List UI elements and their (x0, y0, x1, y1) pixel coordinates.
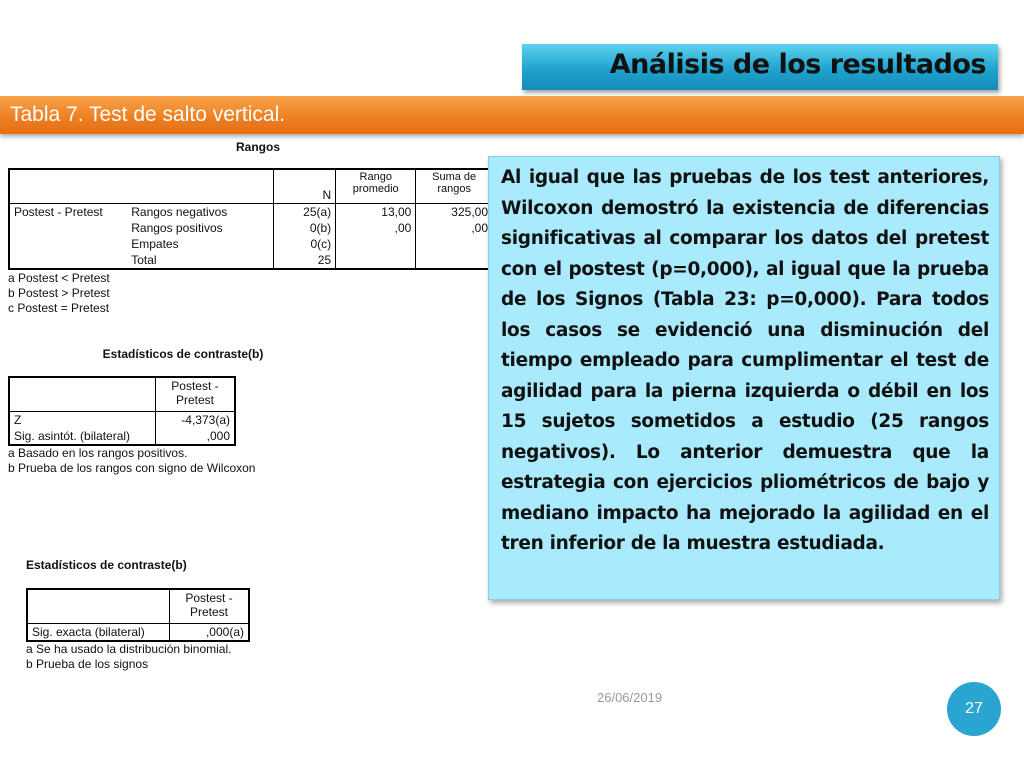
ranks-cell-mean (336, 236, 416, 252)
ranks-cell-label: Total (131, 252, 157, 267)
sign-test-header-row (27, 589, 249, 623)
ranks-cell-n: 25(a) (274, 203, 336, 220)
ranks-cell-sum: ,00 (416, 220, 492, 236)
sign-test-header-blank (27, 589, 170, 623)
table-row (9, 428, 235, 445)
wilcoxon-section (8, 347, 358, 476)
footnote: b Prueba de los signos (26, 656, 149, 671)
table-row (9, 203, 492, 220)
footnote: c Postest = Pretest (8, 300, 110, 315)
slide-title: Análisis de los resultados (609, 49, 986, 80)
wilcoxon-header: Postest - Pretest (155, 377, 235, 411)
ranks-cell-n: 25 (274, 252, 336, 269)
sign-test-section (26, 558, 250, 672)
wilcoxon-header-blank (9, 377, 155, 411)
ranks-header-sum: Suma de rangos (416, 169, 492, 203)
table-row (9, 411, 235, 428)
wilcoxon-cell-label: Sig. asintót. (bilateral) (14, 428, 131, 443)
ranks-cell-label: Rangos negativos (131, 204, 228, 219)
sign-test-cell-label: Sig. exacta (bilateral) (32, 624, 145, 639)
ranks-cell-mean: ,00 (336, 220, 416, 236)
ranks-footnotes (8, 271, 492, 316)
ranks-cell-sum (416, 252, 492, 269)
footnote: b Prueba de los rangos con signo de Wilcoxon (8, 460, 256, 475)
ranks-cell-label: Empates (131, 236, 179, 251)
sign-test-caption: Estadísticos de contraste(b) (26, 558, 187, 572)
sign-test-footnotes (26, 642, 250, 672)
ranks-header-mean: Rango promedio (336, 169, 416, 203)
ranks-caption: Rangos (235, 140, 280, 154)
footnote: a Se ha usado la distribución binomial. (26, 641, 232, 656)
wilcoxon-header-row (9, 377, 235, 411)
title-bar (522, 44, 998, 90)
ranks-cell-mean (336, 252, 416, 269)
wilcoxon-cell-value: -4,373(a) (155, 411, 235, 428)
subtitle-bar (0, 96, 1024, 134)
ranks-header-blank (9, 169, 127, 203)
ranks-table (8, 168, 492, 270)
wilcoxon-caption: Estadísticos de contraste(b) (102, 347, 264, 361)
ranks-cell-n: 0(c) (274, 236, 336, 252)
ranks-cell-sum: 325,00 (416, 203, 492, 220)
page-number: 27 (947, 682, 1001, 736)
wilcoxon-table (8, 376, 236, 446)
wilcoxon-cell-label: Z (14, 412, 22, 427)
slide-date: 26/06/2019 (597, 690, 663, 705)
sign-test-header: Postest - Pretest (170, 589, 249, 623)
footnote: a Postest < Pretest (8, 270, 110, 285)
slide-subtitle: Tabla 7. Test de salto vertical. (10, 103, 286, 126)
sign-test-table (26, 588, 250, 642)
wilcoxon-footnotes (8, 446, 358, 476)
footnote: a Basado en los rangos positivos. (8, 445, 188, 460)
footnote: b Postest > Pretest (8, 285, 110, 300)
wilcoxon-cell-value: ,000 (155, 428, 235, 445)
ranks-row-label: Postest - Pretest (14, 204, 103, 219)
ranks-header-blank (127, 169, 273, 203)
table-row (27, 623, 249, 641)
ranks-cell-label: Rangos positivos (131, 220, 223, 235)
ranks-cell-sum (416, 236, 492, 252)
ranks-header-row (9, 169, 492, 203)
sign-test-cell-value: ,000(a) (170, 623, 249, 641)
ranks-cell-n: 0(b) (274, 220, 336, 236)
ranks-section (8, 140, 492, 316)
ranks-cell-mean: 13,00 (336, 203, 416, 220)
ranks-header-n: N (274, 169, 336, 203)
results-text-box (488, 156, 1000, 600)
results-paragraph: Al igual que las pruebas de los test anteriores, Wilcoxon demostró la existencia de diferencias significativas al comparar los datos del pretest con el postest (p=0,000), al igual que la prueba de los Signos (Tabla 23: p=0,000). Para todos los casos se evidenció una disminución del tiempo empleado para cumplimentar el test de agilidad para la pierna izquierda o débil en los 15 sujetos sometidos a estudio (25 rangos negativos). Lo anterior demuestra que la estrategia con ejercicios pliométricos de bajo y mediano impacto ha mejorado la agilidad en el tren inferior de la muestra estudiada. (501, 167, 989, 554)
